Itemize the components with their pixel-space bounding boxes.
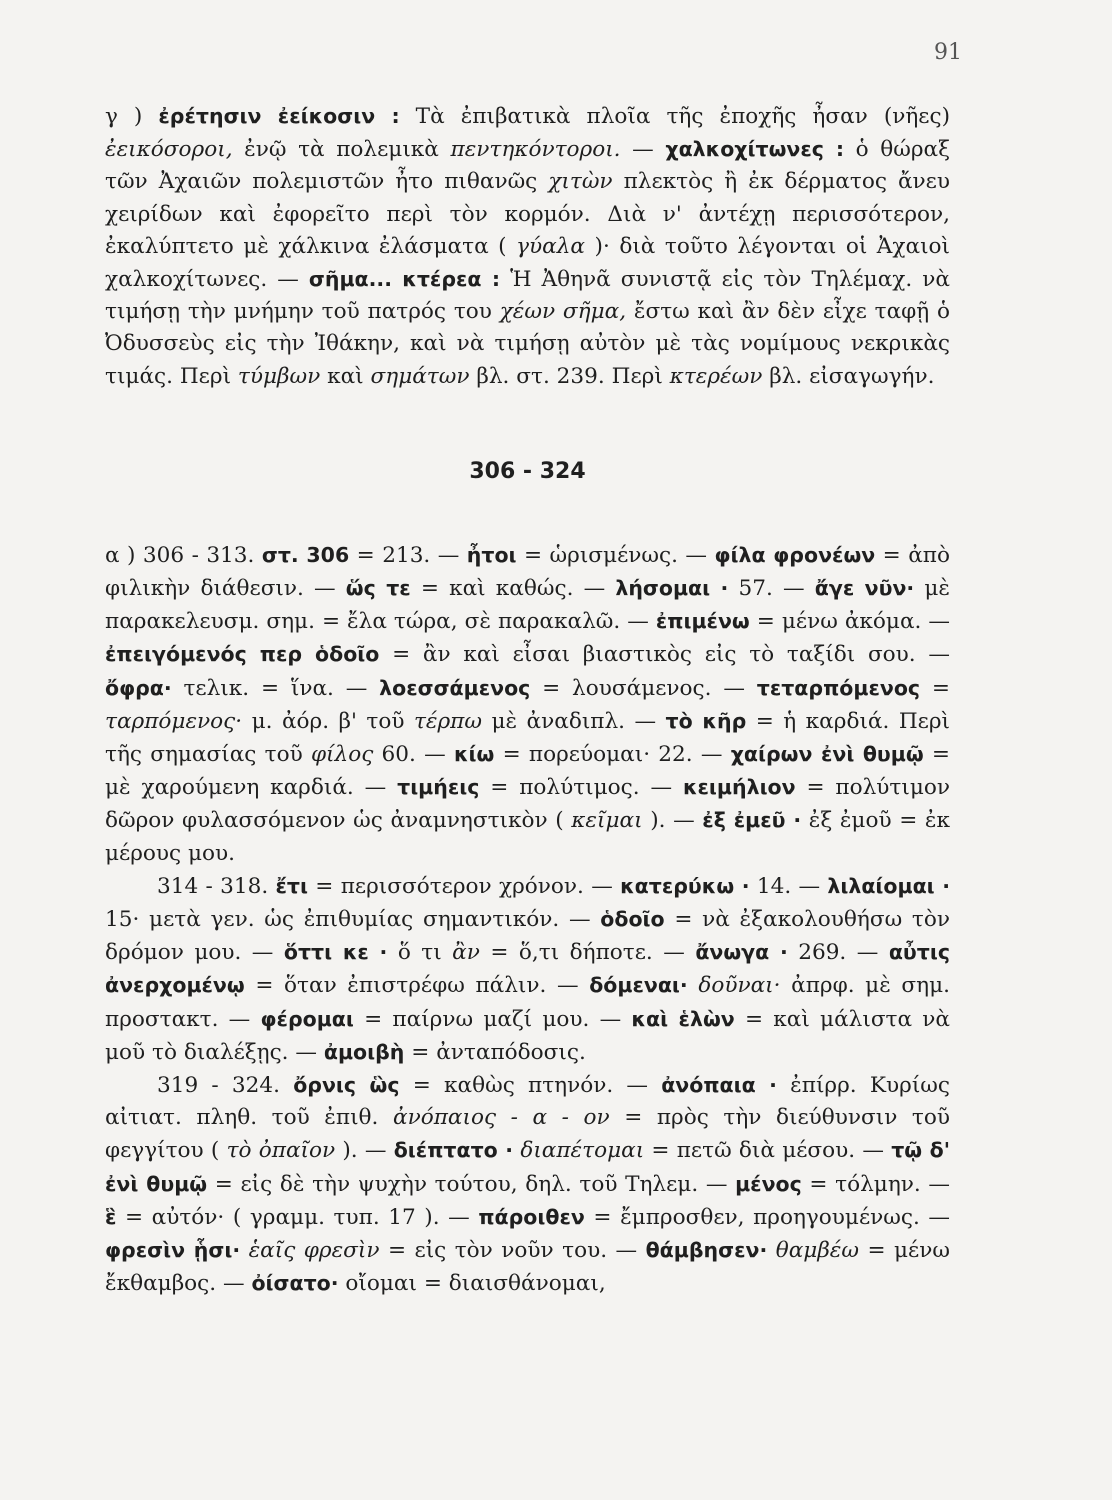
italic-term: ἐεικόσοροι, bbox=[105, 137, 233, 163]
text-run: πλεκτὸς ἢ ἐκ δέρματος ἄνευ χειρίδων καὶ ἐφορεῖτο περὶ τὸν κορμόν. Διὰ ν' ἀντέχῃ περισσότερον, ἐκαλύπτετο μὲ χάλκινα ἐλάσματα ( bbox=[105, 169, 950, 259]
headword: ὁδοῖο bbox=[600, 907, 665, 932]
headword: πάροιθεν bbox=[478, 1204, 585, 1229]
headword: λιλαίομαι · bbox=[827, 873, 951, 898]
headword: ἐξ ἐμεῦ · bbox=[702, 808, 802, 833]
headword: φρεσὶν ᾗσι· bbox=[105, 1238, 241, 1263]
text-run: 57. — bbox=[728, 576, 815, 602]
text-run: = 213. — bbox=[349, 542, 467, 568]
commentary-text bbox=[105, 100, 950, 1301]
italic-term: ἀνόπαιος - α - ον bbox=[393, 1105, 610, 1131]
text-run: ἐπίρρ. Κυρίως αἰτιατ. πληθ. τοῦ ἐπιθ. bbox=[105, 1073, 950, 1131]
page-number: 91 bbox=[934, 40, 962, 65]
text-run: = περισσότερον χρόνον. — bbox=[308, 873, 621, 899]
headword: ἐπιμένω bbox=[655, 609, 750, 634]
headword: κειμήλιον bbox=[682, 775, 796, 800]
text-run: = εἰς δὲ τὴν ψυχὴν τούτου, δηλ. τοῦ Τηλεμ. — bbox=[207, 1171, 736, 1197]
text-run: 60. — bbox=[373, 742, 454, 768]
text-run: 15· μετὰ γεν. ὡς ἐπιθυμίας σημαντικόν. — bbox=[105, 907, 601, 933]
text-run: ). — bbox=[335, 1138, 394, 1164]
text-run: = ὅ,τι δήποτε. — bbox=[479, 940, 696, 966]
text-run: = καὶ καθώς. — bbox=[410, 576, 616, 602]
text-run: = ἡ καρδιά. Περὶ τῆς σημασίας τοῦ bbox=[105, 708, 950, 768]
paragraph-notes-gamma bbox=[105, 100, 950, 393]
text-run: 314 - 318. bbox=[157, 873, 276, 899]
headword: σῆμα... κτέρεα : bbox=[308, 267, 501, 292]
text-run: — bbox=[620, 137, 666, 163]
text-run: = καὶ μάλιστα νὰ μοῦ τὸ διαλέξῃς. — bbox=[105, 1006, 951, 1065]
headword: ὅττι κε · bbox=[283, 940, 388, 965]
text-run: = ἀπὸ φιλικὴν διάθεσιν. — bbox=[105, 542, 951, 602]
text-run: ὁ θώραξ τῶν Ἀχαιῶν πολεμιστῶν ἦτο πιθανῶς bbox=[105, 137, 951, 195]
headword: ἐπειγόμενός περ ὁδοῖο bbox=[105, 642, 380, 667]
italic-term: φίλος bbox=[310, 742, 374, 768]
text-run: α ) 306 - 313. bbox=[105, 542, 262, 568]
text-run: = ἀνταπόδοσις. bbox=[404, 1039, 586, 1065]
text-run: = νὰ ἐξακολουθήσω τὸν δρόμον μου. — bbox=[105, 907, 950, 966]
text-run: ἐξ ἐμοῦ = ἐκ μέρους μου. bbox=[105, 808, 950, 866]
text-run: )· διὰ τοῦτο λέγονται οἱ Ἀχαιοὶ χαλκοχίτωνες. — bbox=[105, 233, 950, 293]
headword: μένος bbox=[735, 1171, 802, 1196]
text-run: = καθὼς πτηνόν. — bbox=[399, 1073, 662, 1099]
headword: ὄρνις ὣς bbox=[293, 1073, 400, 1098]
italic-term: σημάτων bbox=[370, 363, 470, 389]
italic-term: τέρπω bbox=[413, 708, 482, 734]
headword: καὶ ἑλὼν bbox=[631, 1006, 735, 1031]
italic-term: κεῖμαι bbox=[571, 808, 643, 834]
headword: τιμήεις bbox=[397, 775, 480, 800]
text-run: = λουσάμενος. — bbox=[530, 675, 757, 701]
headword: ὥς τε bbox=[345, 576, 411, 601]
headword: τεταρπόμενος bbox=[756, 675, 921, 700]
text-run: = πορεύομαι· 22. — bbox=[494, 742, 731, 768]
headword: κίω bbox=[453, 742, 495, 767]
text-run bbox=[240, 1238, 248, 1263]
headword: διέπτατο · bbox=[393, 1138, 514, 1163]
italic-term: ἂν bbox=[452, 940, 480, 966]
text-run: ἀπρφ. μὲ σημ. προστακτ. — bbox=[105, 973, 950, 1032]
text-run: Τὰ ἐπιβατικὰ πλοῖα τῆς ἐποχῆς ἦσαν (νῆες) bbox=[399, 104, 951, 129]
headword: ὀίσατο· bbox=[251, 1271, 339, 1296]
italic-term: δοῦναι· bbox=[698, 973, 781, 999]
italic-term: τύμβων bbox=[237, 363, 321, 389]
headword: ἦτοι bbox=[466, 542, 517, 567]
headword: φίλα φρονέων bbox=[714, 542, 876, 567]
text-run: = ὅταν ἐπιστρέφω πάλιν. — bbox=[244, 973, 590, 999]
headword: χαίρων ἐνὶ θυμῷ bbox=[730, 742, 924, 767]
text-run: ἔστω καὶ ἂν δὲν εἶχε ταφῇ ὁ Ὀδυσσεὺς εἰς τὴν Ἰθάκην, καὶ νὰ τιμήσῃ αὐτὸν μὲ τὰς νομίμους νεκρικὰς τιμάς. Περὶ bbox=[105, 299, 951, 389]
headword: λοεσσάμενος bbox=[379, 675, 531, 700]
text-run: 319 - 324. bbox=[157, 1073, 294, 1099]
text-run: = μένω ἀκόμα. — bbox=[749, 609, 950, 635]
italic-term: τὸ ὀπαῖον bbox=[226, 1138, 336, 1164]
text-run: = εἰς τὸν νοῦν του. — bbox=[379, 1238, 646, 1264]
text-run: 269. — bbox=[787, 940, 889, 966]
text-run: = πολύτιμον δῶρον φυλασσόμενον ὡς ἀναμνηστικὸν ( bbox=[105, 775, 950, 834]
headword: ἔτι bbox=[275, 873, 308, 898]
text-run: = μένω ἔκθαμβος. — bbox=[105, 1238, 950, 1297]
paragraph-314-318 bbox=[105, 870, 950, 1069]
headword: ἄγε νῦν· bbox=[814, 576, 915, 601]
text-run: = bbox=[920, 675, 950, 701]
headword: κατερύκω · bbox=[620, 873, 750, 898]
text-run: μὲ παρακελευσμ. σημ. = ἔλα τώρα, σὲ παρακαλῶ. — bbox=[105, 576, 950, 635]
italic-term: ταρπόμενος· bbox=[105, 708, 243, 734]
paragraph-306-313 bbox=[105, 539, 950, 870]
text-run: = ἔμπροσθεν, προηγουμένως. — bbox=[584, 1204, 951, 1230]
text-run: γ ) bbox=[105, 104, 159, 129]
headword: θάμβησεν· bbox=[645, 1238, 768, 1263]
text-run: βλ. στ. 239. Περὶ bbox=[469, 363, 670, 389]
headword: ἓ bbox=[105, 1204, 117, 1229]
italic-term: γύαλα bbox=[516, 233, 586, 259]
text-run: = τόλμην. — bbox=[801, 1171, 950, 1197]
headword: ὄφρα· bbox=[105, 675, 172, 700]
text-run: τελικ. = ἵνα. — bbox=[171, 675, 380, 701]
headword: φέρομαι bbox=[260, 1006, 354, 1031]
text-run: βλ. εἰσαγωγήν. bbox=[762, 363, 935, 389]
headword: τὸ κῆρ bbox=[665, 708, 747, 733]
text-run: = πολύτιμος. — bbox=[479, 775, 683, 801]
text-run: ὅ τι bbox=[387, 940, 453, 966]
text-run: = παίρνω μαζί μου. — bbox=[353, 1006, 632, 1032]
text-run bbox=[767, 1238, 775, 1263]
text-run: = πρὸς τὴν διεύθυνσιν τοῦ φεγγίτου ( bbox=[105, 1105, 950, 1164]
headword: ἄνωγα · bbox=[695, 940, 788, 965]
text-run: ἐνῷ τὰ πολεμικὰ bbox=[232, 137, 451, 163]
headword: ἐρέτησιν ἐείκοσιν : bbox=[158, 104, 400, 128]
text-run: 14. — bbox=[749, 873, 828, 899]
text-run: οἴομαι = διαισθάνομαι, bbox=[338, 1271, 606, 1297]
text-run: Ἡ Ἀθηνᾶ συνιστᾷ εἰς τὸν Τηλέμαχ. νὰ τιμήσῃ τὴν μνήμην τοῦ πατρός του bbox=[105, 267, 950, 325]
headword: αὖτις ἀνερχομένῳ bbox=[105, 940, 950, 998]
section-heading: 306 - 324 bbox=[469, 458, 586, 484]
text-run: ). — bbox=[642, 808, 703, 834]
text-run: μ. ἀόρ. β' τοῦ bbox=[242, 708, 414, 734]
headword: δόμεναι· bbox=[589, 973, 688, 998]
italic-term: χιτὼν bbox=[548, 169, 613, 195]
italic-term: θαμβέω bbox=[775, 1238, 859, 1264]
text-run: = αὐτόν· ( γραμμ. τυπ. 17 ). — bbox=[116, 1204, 479, 1230]
text-run bbox=[688, 973, 699, 998]
headword: ἀμοιβὴ bbox=[323, 1039, 405, 1064]
text-run: μὲ ἀναδιπλ. — bbox=[481, 708, 666, 734]
paragraph-319-324 bbox=[105, 1069, 950, 1300]
italic-term: κτερέων bbox=[669, 363, 763, 389]
headword: στ. 306 bbox=[261, 542, 350, 567]
text-run: = πετῶ διὰ μέσου. — bbox=[644, 1138, 892, 1164]
text-run: = ἂν καὶ εἶσαι βιαστικὸς εἰς τὸ ταξίδι σου. — bbox=[379, 642, 950, 668]
headword: τῷ δ' ἐνὶ θυμῷ bbox=[105, 1138, 950, 1196]
italic-term: χέων σῆμα, bbox=[499, 299, 627, 325]
text-run: καὶ bbox=[320, 363, 371, 389]
headword: χαλκοχίτωνες : bbox=[665, 137, 845, 162]
text-run: = ὡρισμένως. — bbox=[516, 542, 715, 568]
headword: ἀνόπαια · bbox=[661, 1073, 777, 1098]
headword: λήσομαι · bbox=[615, 576, 729, 601]
italic-term: ἑαῖς φρεσὶν bbox=[248, 1238, 380, 1264]
italic-term: πεντηκόντοροι. bbox=[450, 137, 621, 163]
italic-term: διαπέτομαι bbox=[520, 1138, 645, 1164]
text-run: = μὲ χαρούμενη καρδιά. — bbox=[105, 742, 951, 801]
